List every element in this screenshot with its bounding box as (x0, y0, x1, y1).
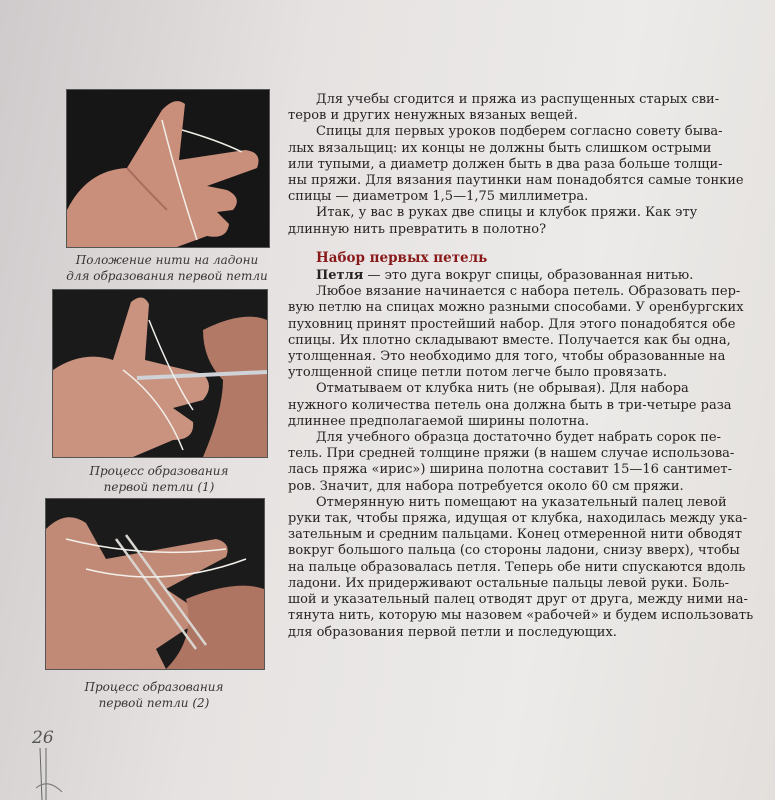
caption-photo3: Процесс образования первой петли (2) (84, 680, 224, 710)
caption-photo1: Положение нити на ладони для образования первой петли (66, 253, 268, 283)
caption-photo2: Процесс образования первой петли (1) (89, 464, 229, 494)
section-heading: Набор первых петель (316, 249, 488, 266)
intro-paragraphs: Для учебы сгодится и пряжа из распущенных старых сви- теров и других ненужных вязаных вещей. Спицы для первых уроков подберем согласно совету быва- лых вязальщиц: их концы не должны быть слишком острыми или тупыми, а диаметр должен быть в два раза больше толщи- ны пряжи. Для вязания паутинки нам понадобятся самые тонкие спицы — диаметром 1,5—1,75 миллиметра. Итак, у вас в руках две спицы и клубок пряжи. Как эту длинную нить превратить в полотно? (288, 92, 744, 237)
knitting-needles-icon (28, 748, 68, 800)
body-text (288, 92, 754, 641)
page-number: 26 (32, 728, 54, 748)
main-paragraphs: Любое вязание начинается с набора петель. Образовать пер- вую петлю на спицах можно разными способами. У оренбургских пуховниц принят простейший набор. Для этого понадобятся обе спицы. Их плотно складывают вместе. Получается как бы одна, утолщенная. Это необходимо для того, чтобы образованные на утолщенной спице петли потом легче было провязать. Отматываем от клубка нить (не обрывая). Для набора нужного количества петель она должна быть в три-четыре раза длиннее предполагаемой ширины полотна. Для учебного образца достаточно будет набрать сорок пе- тель. При средней толщине пряжи (в нашем случае использова- лась пряжа «ирис») ширина полотна составит 15—16 сантимет- ров. Значит, для набора потребуется около 60 см пряжи. Отмерянную нить помещают на указательный палец левой руки так, чтобы пряжа, идущая от клубка, находилась между ука- зательным и средним пальцами. Конец отмеренной нити обводят вокруг большого пальца (со стороны ладони, снизу вверх), чтобы на пальце образовалась петля. Теперь обе нити спускаются вдоль ладони. Их придерживают остальные пальцы левой руки. Боль- шой и указательный палец отводят друг от друга, между ними на- тянута нить, которую мы назовем «рабочей» и будем использовать для образования первой петли и последующих. (288, 284, 754, 640)
term-loop: Петля (316, 268, 364, 284)
photo-hand-thread-palm (66, 89, 270, 248)
photo-first-loop-step1 (52, 289, 268, 458)
term-definition: Петля — это дуга вокруг спицы, образованная нитью. (316, 268, 694, 284)
photo-first-loop-step2 (45, 498, 265, 670)
